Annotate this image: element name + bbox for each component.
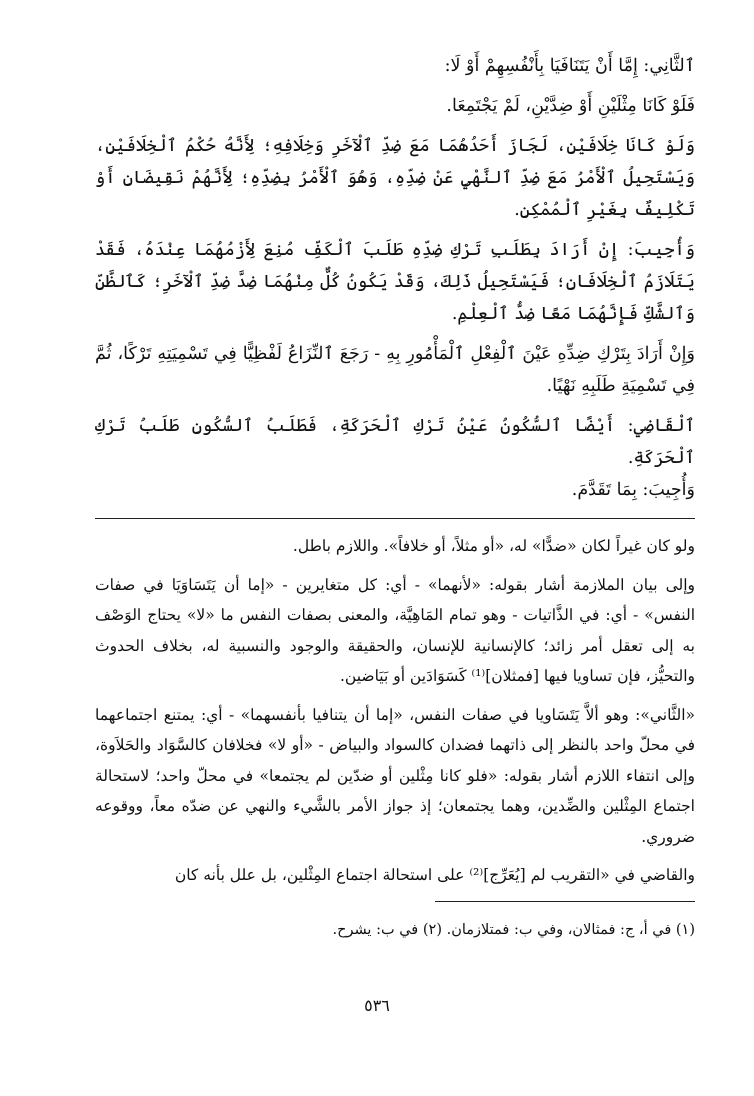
main-paragraph: وَلَوْ كَانَا خِلَافَيْنِ، لَجَازَ أَحَدُهُمَا مَعَ ضِدِّ ٱلْآخَرِ وَخِلَافِهِ؛ لِأَنَّهُ حُكْمُ ٱلْخِلَافَيْنِ، وَيَسْتَحِيلُ ٱلْأَمْرُ مَعَ ضِدِّ ٱلنَّهْيِ عَنْ ضِدِّهِ، وَهُوَ ٱلْأَمْرُ بِضِدِّهِ؛ لِأَنَّهُمْ نَقِيضَانِ أَوْ تَكْلِيفٌ بِغَيْرِ ٱلْمُمْكِنِ. [95,136,695,220]
commentary-paragraph: «الثَّاني»: وهو ألاَّ يَتَسَاويا في صفات النفس، «إما أن يتنافيا بأنفسهما» - أي: يمتنع اجتماعهما في محلّ واحد بالنظر إلى ذاتهما فضدان كالسواد والبياض - «أو لا» فخلافان كالسَّوَاد والحَلاَوة، وإلى انتفاء اللازم أشار بقوله: «فلو كانا مِثْلين أو ضدّين لم يجتمعا» في محلّ واحد؛ لاستحالة اجتماع المِثْلين والضِّدين، وهما يجتمعان؛ إذ جواز الأمر بالشَّيء والنهي عن ضدّه معاً، ووقوعه ضروري. [95,705,695,846]
commentary-block [95,531,695,891]
footnote-divider [435,901,695,902]
main-paragraph: وَأُجِيبَ: إِنْ أَرَادَ بِطَلَبِ تَرْكِ ضِدِّهِ طَلَبَ ٱلْكَفِّ مُنِعَ لِأَزْمُهُمَا عِنْدَهُ، فَقَدْ يَتَلَازَمُ ٱلْخِلَافَانِ؛ فَيَسْتَحِيلُ ذَلِكَ، وَقَدْ يَكُونُ كُلٌّ مِنْهُمَا ضِدَّ ضِدِّ ٱلْآخَرِ؛ كَٱلظَّنِّ وَٱلشَّكِّ فَإِنَّهُمَا مَعًا ضِدُّ ٱلْعِلْمِ. [95,240,695,324]
page-number: ٥٣٦ [364,996,390,1015]
text-commentary-divider [95,518,695,519]
book-page [95,50,695,944]
main-paragraph: ٱلثَّانِي: إِمَّا أَنْ يَتَنَافَيَا بِأَنْفُسِهِمْ أَوْ لَا: [444,56,695,76]
footnotes: (١) في أ، ج: فمثالان، وفي ب: فمتلازمان. (٢) في ب: يشرح. [332,921,695,938]
main-paragraph: فَلَوْ كَانَا مِثْلَيْنِ أَوْ ضِدَّيْنِ، لَمْ يَجْتَمِعَا. [446,96,695,116]
commentary-paragraph: وإلى بيان الملازمة أشار بقوله: «لأنهما» - أي: كل متغايرين - «إما أن يَتَسَاوَيَا في صفات النفس» - أي: في الذَّاتيات - وهو تمام المَاهِيَّة، والمعنى بصفات النفس ما «لا» يحتاج الوَصْف به إلى تعقل أمر زائد؛ كالإنسانية للإنسان، والحقيقة والوجود والنسبية له، بخلاف الحدوث والتحيُّز، فإن تساويا فيها [فمثلان]⁽¹⁾ كَسَوَادَين أو بَيَاضين. [95,575,695,685]
main-paragraph: ٱلْقَاضِي: أَيْضًا ٱلسُّكُونُ عَيْنُ تَرْكِ ٱلْحَرَكَةِ، فَطَلَبُ ٱلسُّكُونِ طَلَبُ تَرْكِ ٱلْحَرَكَةِ. [95,416,695,468]
commentary-paragraph: والقاضي في «التقريب لم [يُعَرِّج]⁽²⁾ على استحالة اجتماع المِثْلين، بل علل بأنه كان [174,866,695,884]
main-paragraph: وَأُجِيبَ: بِمَا تَقَدَّمَ. [571,480,695,500]
commentary-paragraph: ولو كان غيراً لكان «ضدًّا» له، «أو مثلاً، أو خلافاً». واللازم باطل. [292,537,695,555]
main-paragraph: وَإِنْ أَرَادَ بِتَرْكِ ضِدِّهِ عَيْنَ ٱلْفِعْلِ ٱلْمَأْمُورِ بِهِ - رَجَعَ ٱلنِّزَاعُ لَفْظِيًّا فِي تَسْمِيَتِهِ تَرْكًا، ثُمَّ فِي تَسْمِيَةِ طَلَبِهِ نَهْيًا. [95,344,695,396]
main-text-block [95,50,695,506]
